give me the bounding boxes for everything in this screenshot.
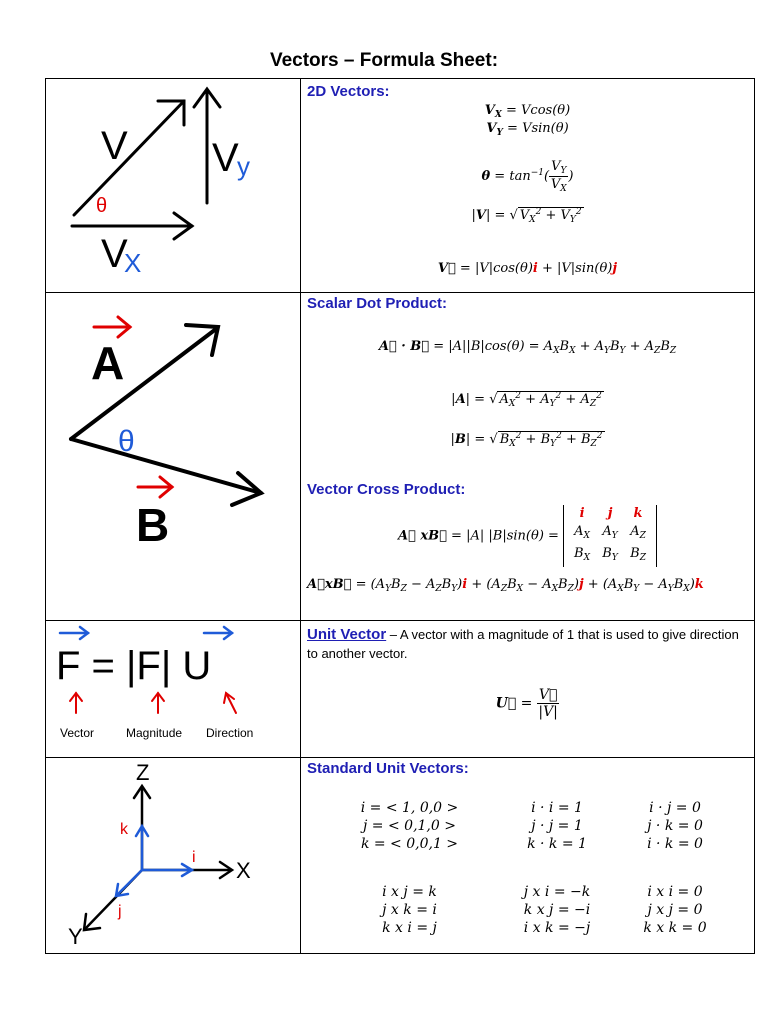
standard-unit-vectors-heading: Standard Unit Vectors: xyxy=(307,760,469,777)
vector-a-label: A xyxy=(91,337,125,389)
unit-formula: F = |F| U xyxy=(56,644,212,688)
magnitude-a-equation: |A| = √ $A_X^2 + A_Y^2 + A_Z^2$ xyxy=(451,391,602,409)
page-title: Vectors – Formula Sheet: xyxy=(269,50,499,71)
x-axis-label: X xyxy=(236,858,251,883)
dot-cross-section xyxy=(301,293,755,621)
unit-vector-heading: Unit Vector xyxy=(307,626,387,643)
vector-v-label: V xyxy=(101,124,128,168)
dot-product-figure xyxy=(46,293,301,621)
vector-caption: Vector xyxy=(60,726,95,740)
vx-label: V xyxy=(101,232,128,276)
formula-table xyxy=(45,78,755,954)
vx-subscript: X xyxy=(124,248,142,278)
vy-subscript: y xyxy=(237,151,250,181)
k-label: k xyxy=(120,821,128,838)
dot-product-heading: Scalar Dot Product: xyxy=(307,295,448,312)
vx-equation: $V_X = Vcos(\theta)$ xyxy=(484,103,571,120)
theta-label: θ xyxy=(96,195,108,217)
vector-b-label: B xyxy=(136,499,170,551)
cross-product-heading: Vector Cross Product: xyxy=(307,481,466,498)
j-label: j xyxy=(118,903,122,920)
unit-vector-figure xyxy=(46,621,301,758)
2d-vector-figure xyxy=(46,79,301,293)
axes-figure xyxy=(46,758,301,954)
cross-product-rules: i x j = k j x i = −k i x i = 0 j x k = i k x j = −i j x j = 0 k x i = j i x k = −j k x k = 0 xyxy=(382,884,707,936)
z-axis-label: Z xyxy=(136,760,150,785)
i-label: i xyxy=(192,849,196,866)
vy-equation: $V_Y = Vsin(\theta)$ xyxy=(486,121,569,138)
unit-vector-definitions: i = < 1, 0,0 > i · i = 1 i · j = 0 j = < 0,1,0 > j · j = 1 j · k = 0 k = < 0,0,1 > k · k = 1 i · k = 0 xyxy=(360,800,703,852)
magnitude-equation: |V| = √ $V_X^2 + V_Y^2$ xyxy=(471,207,582,225)
cross-product-expansion: A⃗xB⃗ = $(A_YB_Z - A_ZB_Y)i + (A_ZB_X - A_XB_Z)j + (A_XB_Y - A_YB_X)k$ xyxy=(307,577,704,594)
magnitude-caption: Magnitude xyxy=(126,726,183,740)
magnitude-b-equation: |B| = √ $B_X^2 + B_Y^2 + B_Z^2$ xyxy=(450,431,603,449)
unit-vector-equation: U⃗ = $\frac{V⃗}{|V|}$ xyxy=(495,687,558,720)
unit-vector-description: Unit Vector – A vector with a magnitude of 1 that is used to give direction to another vector. xyxy=(307,626,739,661)
vector-components-equation: V⃗ = |V|cos(θ)i + |V|sin(θ)j xyxy=(437,261,618,276)
theta-equation: $\theta = \tan^{-1}$( $\frac{V_Y}{V_X}$ ) xyxy=(481,159,574,194)
unit-vector-section xyxy=(301,621,755,758)
vy-label: V xyxy=(212,136,239,180)
cross-product-determinant: A⃗ xB⃗ = |A| |B|sin(θ) = i j k $A_X$ $A_Y$ $A_Z$ $B_X$ $B_Y$ $B_Z$ xyxy=(301,505,754,567)
dot-product-equation: A⃗ · B⃗ = $|A||B|\cos(\theta) = A_XB_X + A_YB_Y + A_ZB_Z$ xyxy=(378,339,677,356)
theta-label: θ xyxy=(118,425,135,458)
y-axis-label: Y xyxy=(68,924,83,948)
2d-vectors-section xyxy=(301,79,755,293)
direction-caption: Direction xyxy=(206,726,254,740)
2d-vectors-heading: 2D Vectors: xyxy=(307,83,390,100)
standard-unit-vectors-section xyxy=(301,758,755,954)
